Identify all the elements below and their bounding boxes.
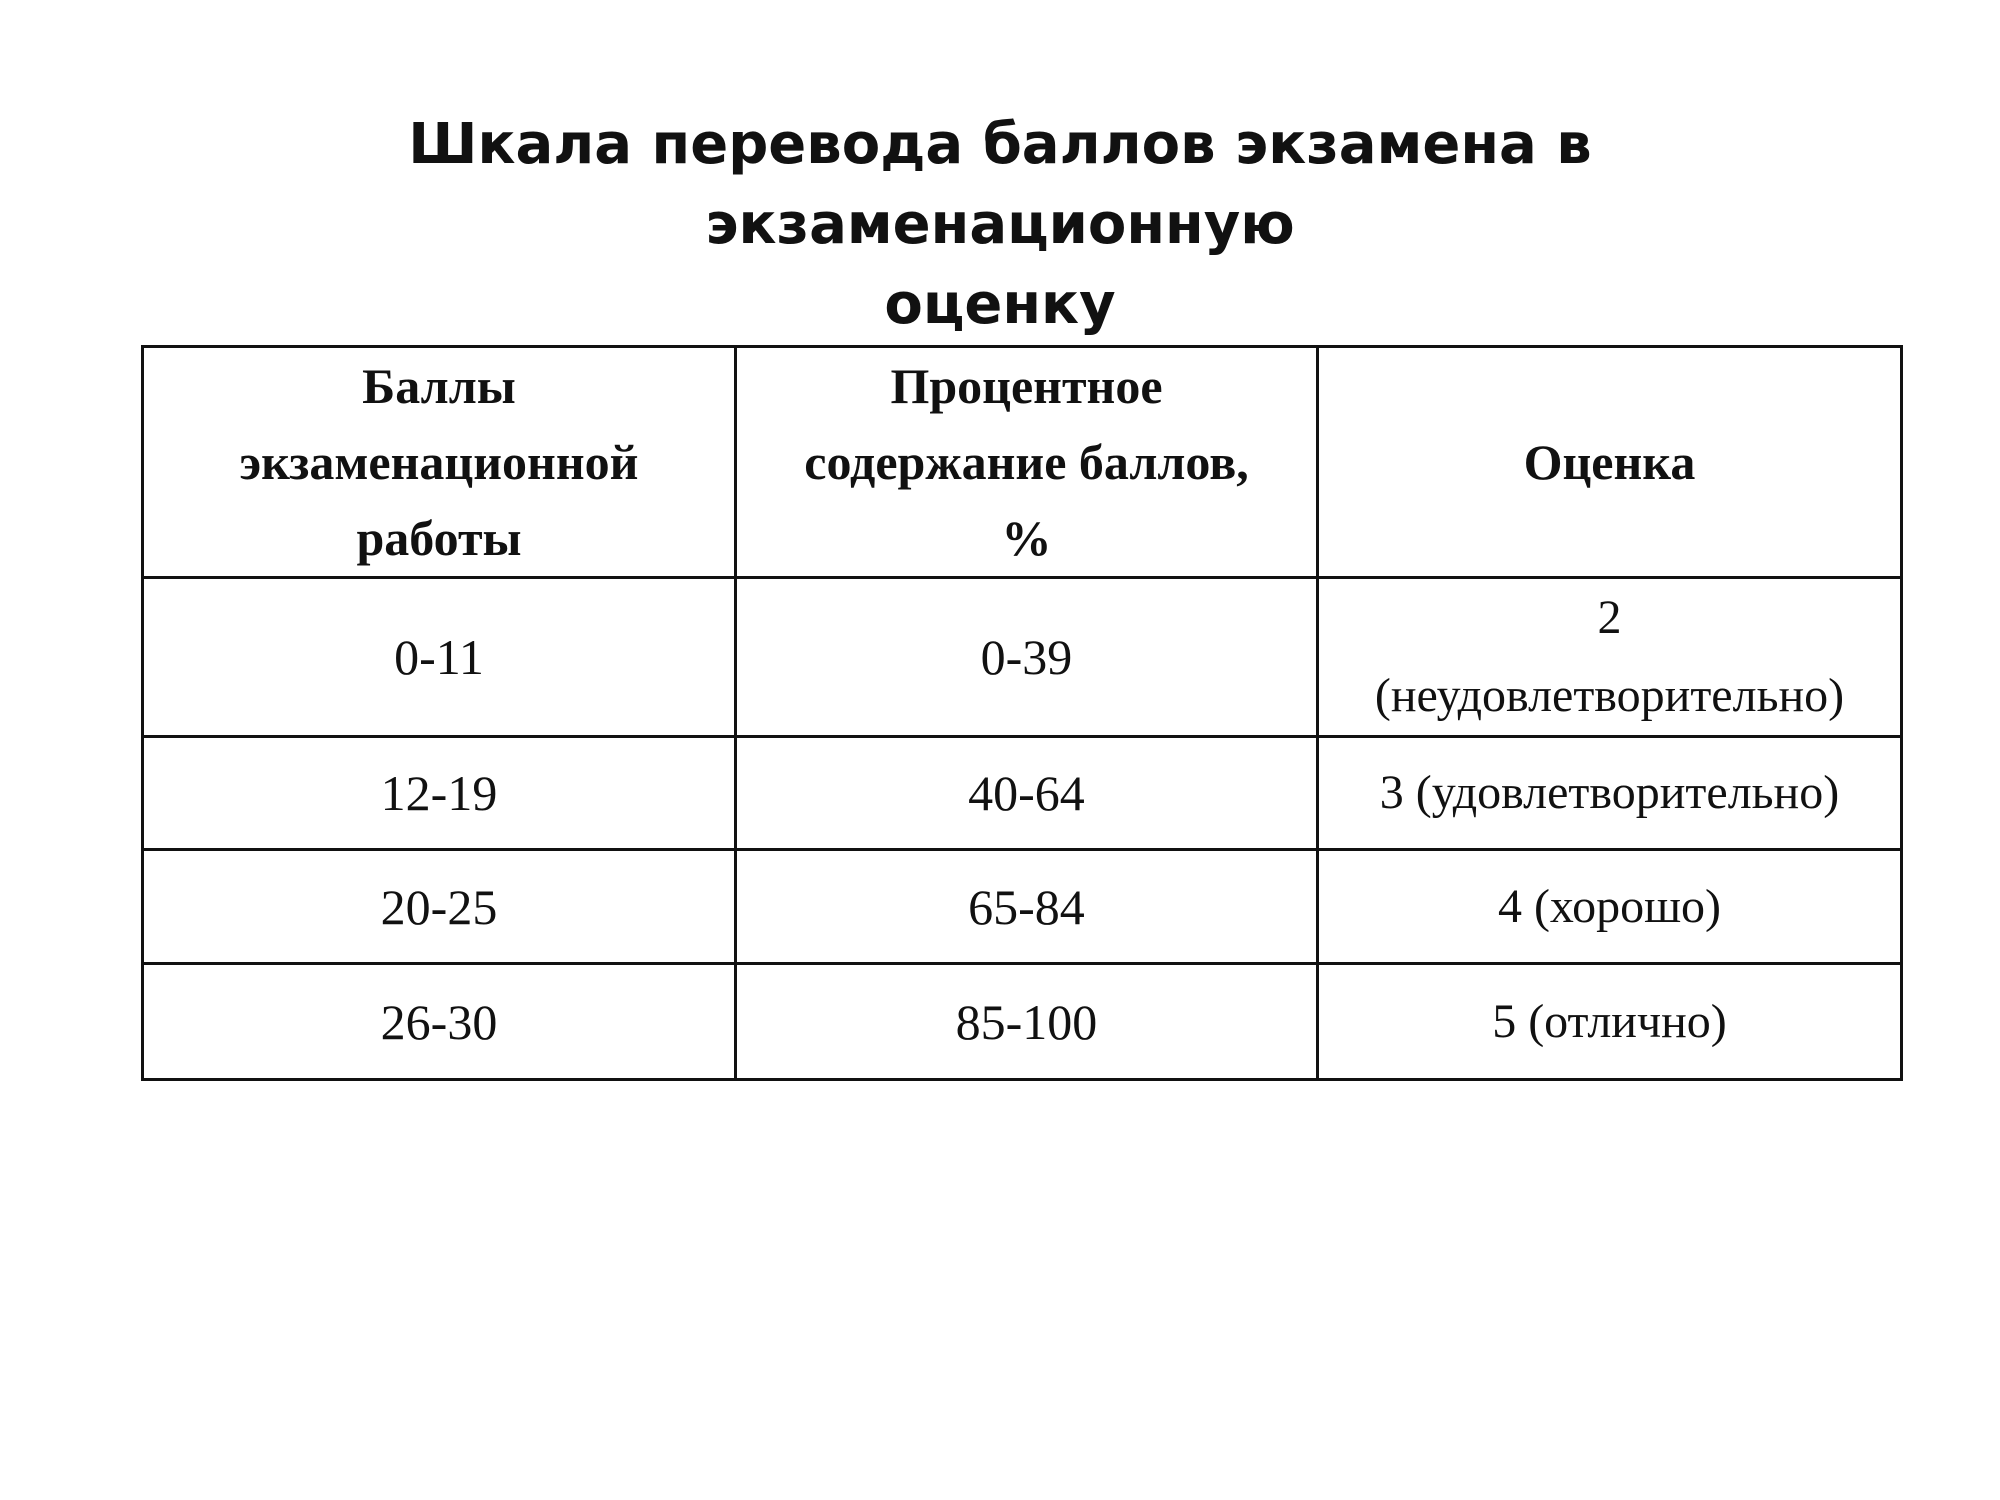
cell-points: 0-11 [143,578,736,737]
grade-text: (неудовлетворительно) [1374,669,1845,722]
cell-grade [1317,964,1901,1080]
grade-text: 4 (хорошо) [1497,879,1722,933]
header-text: Баллы [362,358,516,414]
header-cell-grade [1317,347,1901,578]
cell-percent: 0-39 [736,578,1318,737]
cell-grade [1317,737,1901,850]
cell-points: 12-19 [143,737,736,850]
header-text: Оценка [1523,434,1696,490]
grade-text: 3 (удовлетворительно) [1379,766,1840,819]
header-text: экзаменационной [239,434,639,490]
page-title-line-2: оценку [884,272,1116,337]
page-title-line-1: Шкала перевода баллов экзамена в экзаменационную [408,112,1592,257]
cell-percent: 40-64 [736,737,1318,850]
table-row [143,964,1902,1080]
table-row [143,850,1902,964]
header-text: работы [356,510,522,566]
header-text: Процентное [890,358,1163,414]
header-text: % [1001,510,1052,566]
header-cell-points [143,347,736,578]
table-row [143,578,1902,737]
cell-grade [1317,850,1901,964]
header-text: содержание баллов, [804,434,1249,490]
page-title [150,105,1850,345]
table-header-row [143,347,1902,578]
header-cell-percent [736,347,1318,578]
table-row [143,737,1902,850]
cell-percent: 85-100 [736,964,1318,1080]
grade-text: 2 [1597,591,1622,644]
grade-text: 5 (отлично) [1492,994,1727,1048]
cell-points: 20-25 [143,850,736,964]
cell-points: 26-30 [143,964,736,1080]
cell-percent: 65-84 [736,850,1318,964]
cell-grade [1317,578,1901,737]
grade-scale-table [141,345,1903,1081]
